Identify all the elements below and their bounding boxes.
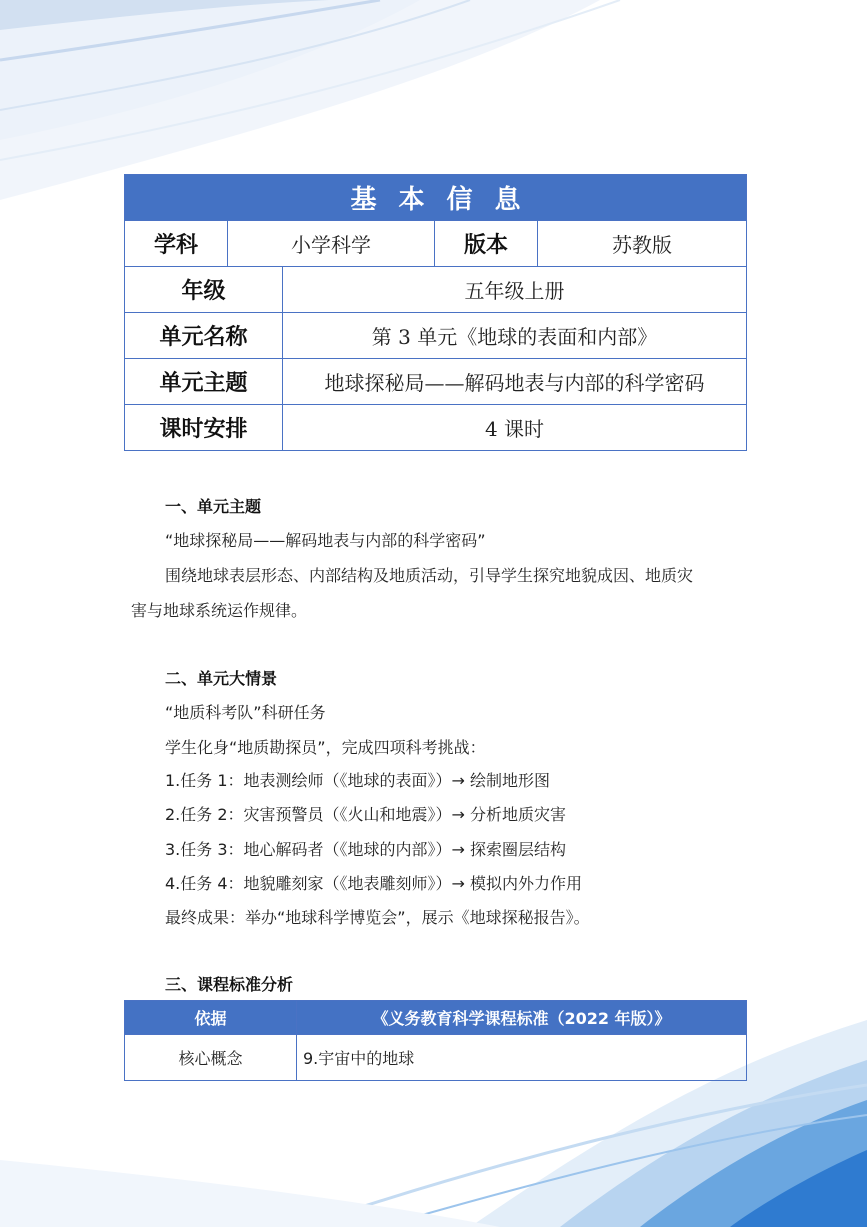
section1-desc-line1: 围绕地球表层形态、内部结构及地质活动，引导学生探究地貌成因、地质灾 [165, 566, 694, 585]
header-standard: 《义务教育科学课程标准（2022 年版）》 [297, 1001, 747, 1035]
section2-final: 最终成果：举办“地球科学博览会”，展示《地球探秘报告》。 [165, 908, 590, 927]
section1-quote: “地球探秘局——解码地表与内部的科学密码” [165, 531, 486, 550]
grade-label: 年级 [125, 267, 283, 313]
core-concept-value: 9.宇宙中的地球 [297, 1035, 747, 1081]
section2-title: 二、单元大情景 [165, 669, 278, 688]
task-item: 1.任务 1：地表测绘师（《地球的表面》）→ 绘制地形图 [165, 771, 551, 790]
section3-title: 三、课程标准分析 [165, 975, 294, 994]
task-item: 4.任务 4：地貌雕刻家（《地表雕刻师》）→ 模拟内外力作用 [165, 874, 583, 893]
edition-label: 版本 [435, 221, 538, 267]
basic-info-title: 基本信息 [125, 175, 747, 221]
schedule-value: 4 课时 [283, 405, 747, 451]
edition-value: 苏教版 [538, 221, 747, 267]
section1-desc-line2: 害与地球系统运作规律。 [131, 601, 308, 620]
curriculum-standard-table [124, 1000, 747, 1081]
subject-value: 小学科学 [228, 221, 435, 267]
section2-intro: 学生化身“地质勘探员”，完成四项科考挑战： [165, 738, 486, 757]
grade-value: 五年级上册 [283, 267, 747, 313]
schedule-label: 课时安排 [125, 405, 283, 451]
unit-theme-value: 地球探秘局——解码地表与内部的科学密码 [283, 359, 747, 405]
unit-name-value: 第 3 单元《地球的表面和内部》 [283, 313, 747, 359]
task-item: 2.任务 2：灾害预警员（《火山和地震》）→ 分析地质灾害 [165, 805, 567, 824]
subject-label: 学科 [125, 221, 228, 267]
basic-info-table [124, 174, 747, 451]
section1-title: 一、单元主题 [165, 497, 262, 516]
section2-subtitle: “地质科考队”科研任务 [165, 703, 326, 722]
unit-theme-label: 单元主题 [125, 359, 283, 405]
unit-name-label: 单元名称 [125, 313, 283, 359]
core-concept-label: 核心概念 [125, 1035, 297, 1081]
task-item: 3.任务 3：地心解码者（《地球的内部》）→ 探索圈层结构 [165, 840, 567, 859]
header-basis: 依据 [125, 1001, 297, 1035]
